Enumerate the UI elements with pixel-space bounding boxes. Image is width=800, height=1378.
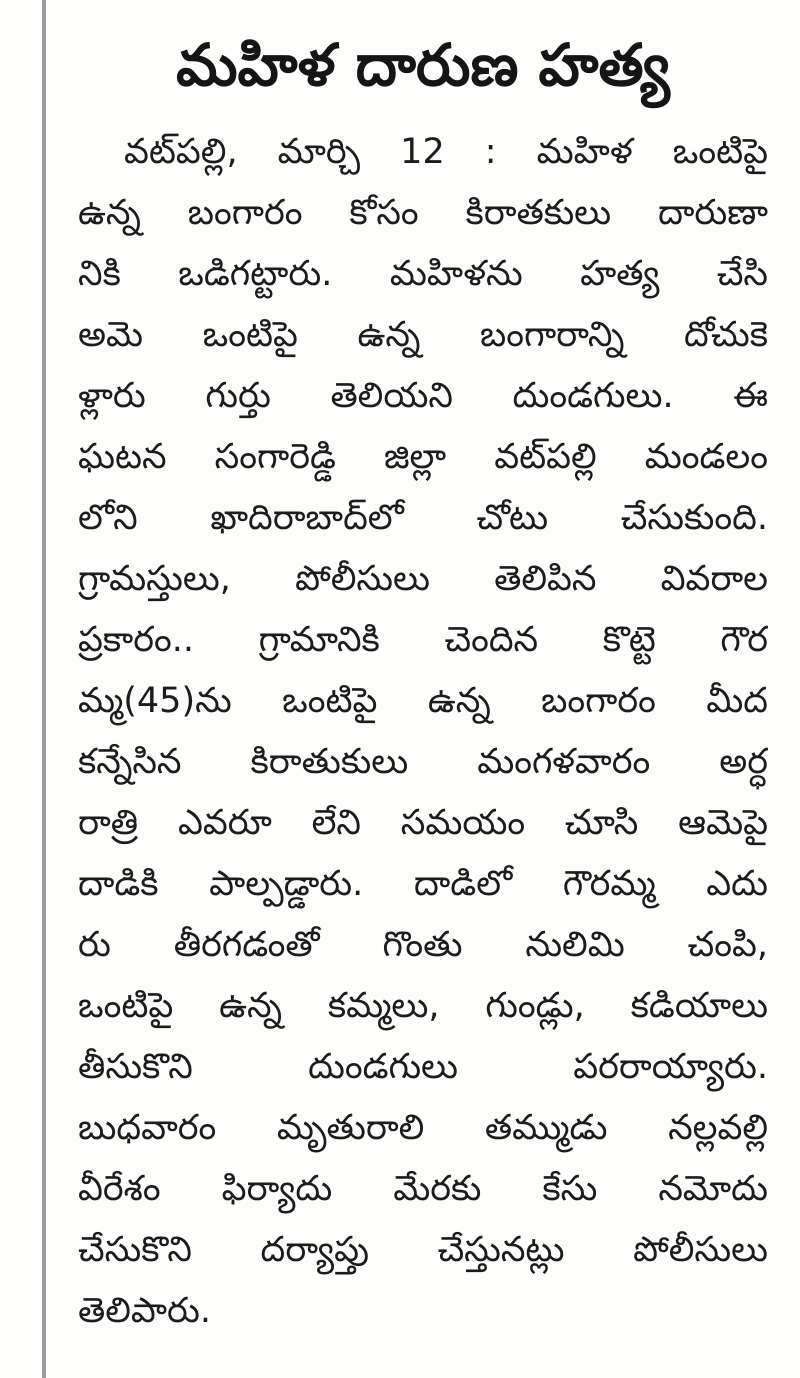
body-line: నికి ఒడిగట్టారు. మహిళను హత్య చేసి: [78, 254, 768, 294]
news-article: [78, 0, 768, 1342]
body-line: బుధవారం మృతురాలి తమ్ముడు నల్లవల్లి: [78, 1108, 768, 1148]
column-divider: [42, 0, 46, 1378]
body-line: గ్రామస్తులు, పోలీసులు తెలిపిన వివరాల: [78, 559, 768, 599]
body-line: ప్రకారం.. గ్రామానికి చెందిన కొట్టె గౌర: [78, 620, 768, 660]
body-line: ఘటన సంగారెడ్డి జిల్లా వట్‌పల్లి మండలం: [78, 437, 768, 477]
body-line: దాడికి పాల్పడ్డారు. దాడిలో గౌరమ్మ ఎదు: [78, 864, 768, 904]
body-line: అమె ఒంటిపై ఉన్న బంగారాన్ని దోచుకె: [78, 315, 768, 355]
body-line: లోని ఖాదిరాబాద్‌లో చోటు చేసుకుంది.: [78, 498, 768, 538]
body-line: చేసుకొని దర్యాప్తు చేస్తునట్లు పోలీసులు: [78, 1230, 768, 1270]
body-line: మ్మ(45)ను ఒంటిపై ఉన్న బంగారం మీద: [78, 681, 768, 721]
body-line: వీరేశం ఫిర్యాదు మేరకు కేసు నమోదు: [78, 1169, 768, 1209]
body-line: తెలిపారు.: [78, 1291, 211, 1331]
body-line: తీసుకొని దుండగులు పరరాయ్యారు.: [78, 1047, 768, 1087]
body-line: రు తీరగడంతో గొంతు నులిమి చంపి,: [78, 925, 768, 965]
body-line: ఒంటిపై ఉన్న కమ్మలు, గుండ్లు, కడియాలు: [78, 986, 768, 1026]
headline: మహిళ దారుణ హత్య: [176, 31, 670, 99]
article-body: [78, 122, 768, 1342]
body-line: వట్‌పల్లి, మార్చి 12 : మహిళ ఒంటిపై: [124, 132, 768, 172]
body-line: ళ్లారు గుర్తు తెలియని దుండగులు. ఈ: [78, 376, 768, 416]
body-line: రాత్రి ఎవరూ లేని సమయం చూసి ఆమెపై: [78, 803, 768, 843]
body-line: ఉన్న బంగారం కోసం కిరాతకులు దారుణా: [78, 193, 768, 233]
body-line: కన్నేసిన కిరాతుకులు మంగళవారం అర్ధ: [78, 742, 768, 782]
